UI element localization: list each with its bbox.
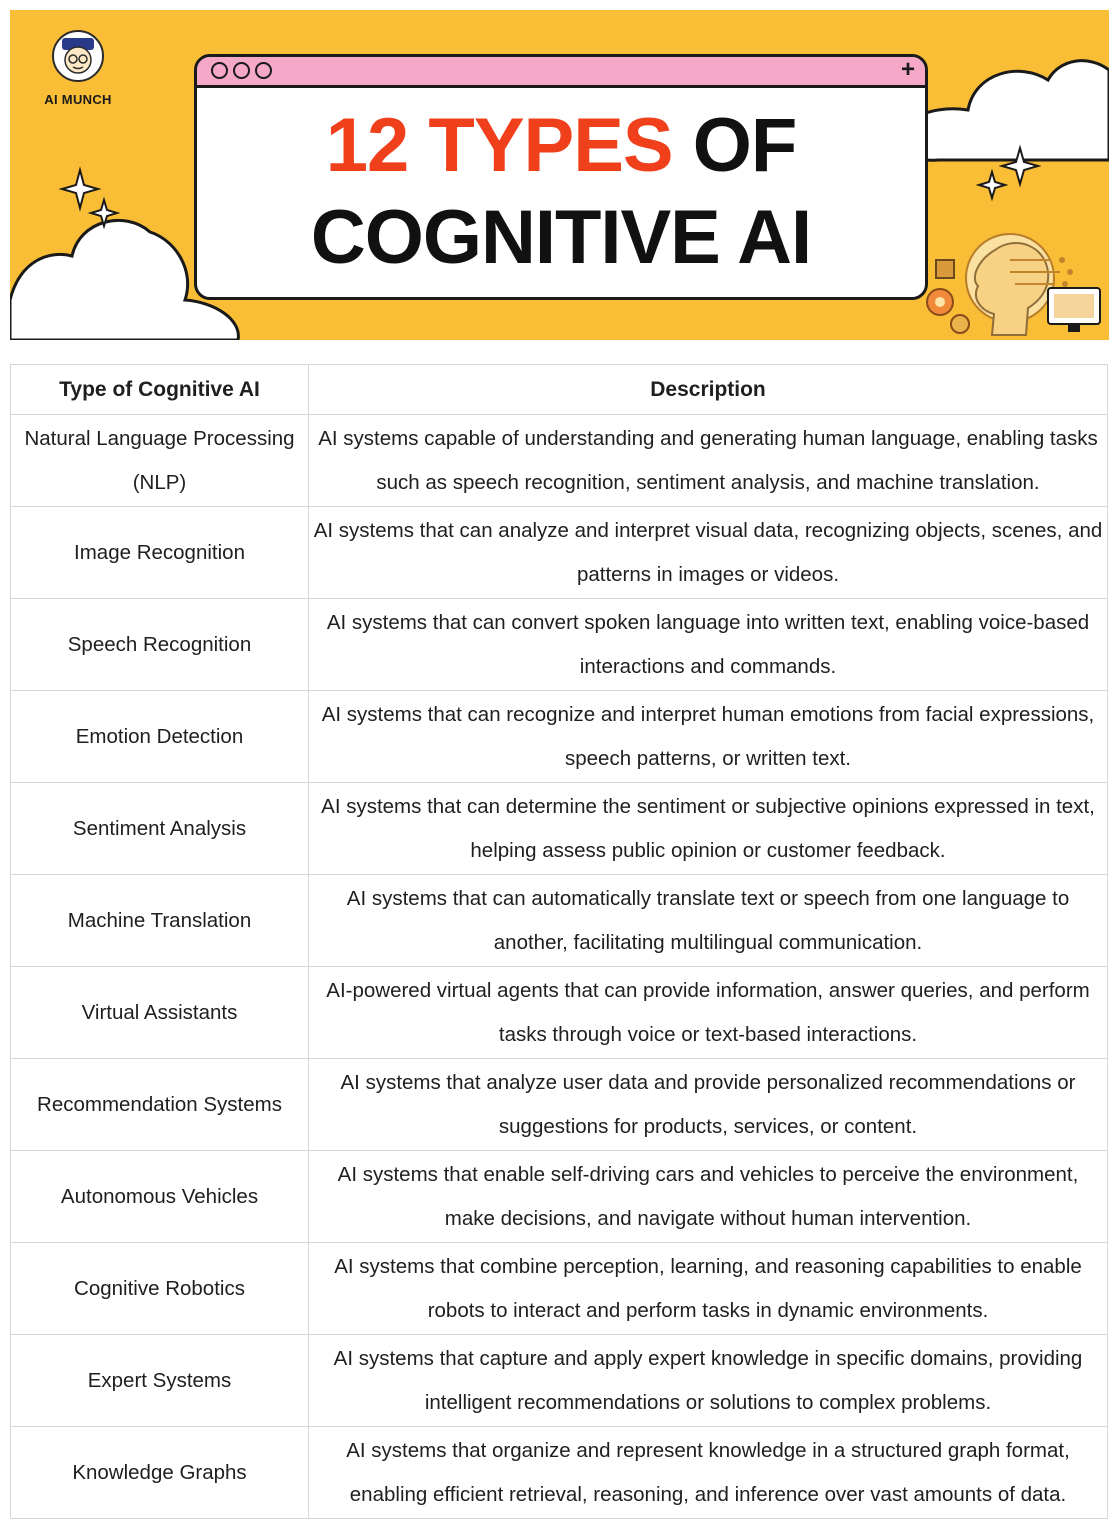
type-cell: Emotion Detection [11,691,309,783]
logo-avatar-icon [52,30,104,82]
type-cell: Sentiment Analysis [11,783,309,875]
description-cell: AI systems that can convert spoken language into written text, enabling voice-based interactions and commands. [309,599,1108,691]
chip-icon [936,260,954,278]
logo [28,30,128,107]
table-row [11,967,1108,1059]
table-row [11,875,1108,967]
table-row [11,691,1108,783]
table-header-row [11,365,1108,415]
gear-icon [927,289,969,333]
cloud-right-icon [899,61,1109,161]
table-row [11,783,1108,875]
description-cell: AI systems that can determine the sentiment or subjective opinions expressed in text, helping assess public opinion or customer feedback. [309,783,1108,875]
description-cell: AI systems that organize and represent knowledge in a structured graph format, enabling efficient retrieval, reasoning, and inference over vast amounts of data. [309,1427,1108,1519]
table-row [11,1243,1108,1335]
table-row [11,1335,1108,1427]
table-row [11,1059,1108,1151]
description-cell: AI systems capable of understanding and generating human language, enabling tasks such as speech recognition, sentiment analysis, and machine translation. [309,415,1108,507]
header-banner [10,10,1109,340]
sparkle-icon [979,172,1005,198]
table-row [11,1427,1108,1519]
description-cell: AI-powered virtual agents that can provide information, answer queries, and perform tasks through voice or text-based interactions. [309,967,1108,1059]
type-cell: Recommendation Systems [11,1059,309,1151]
table-row [11,1151,1108,1243]
description-cell: AI systems that enable self-driving cars and vehicles to perceive the environment, make decisions, and navigate without human intervention. [309,1151,1108,1243]
title-rest: OF [672,103,797,188]
header-type: Type of Cognitive AI [11,365,309,415]
sparkle-icon [62,170,98,208]
plus-icon: + [900,56,915,83]
table-row [11,415,1108,507]
type-cell: Machine Translation [11,875,309,967]
type-cell: Natural Language Processing (NLP) [11,415,309,507]
type-cell: Cognitive Robotics [11,1243,309,1335]
title-window [194,54,928,300]
description-cell: AI systems that can automatically translate text or speech from one language to another, facilitating multilingual communication. [309,875,1108,967]
monitor-icon [1048,288,1100,332]
type-cell: Expert Systems [11,1335,309,1427]
logo-text: AI MUNCH [44,92,112,107]
window-title-bar [197,57,925,88]
type-cell: Knowledge Graphs [11,1427,309,1519]
description-cell: AI systems that analyze user data and provide personalized recommendations or suggestions for products, services, or content. [309,1059,1108,1151]
description-cell: AI systems that capture and apply expert knowledge in specific domains, providing intelligent recommendations or solutions to complex problems. [309,1335,1108,1427]
description-cell: AI systems that can analyze and interpret visual data, recognizing objects, scenes, and patterns in images or videos. [309,507,1108,599]
title-accent: 12 TYPES [325,103,673,188]
header-description: Description [309,365,1108,415]
type-cell: Image Recognition [11,507,309,599]
type-cell: Virtual Assistants [11,967,309,1059]
type-cell: Autonomous Vehicles [11,1151,309,1243]
table-row [11,507,1108,599]
title-line2: COGNITIVE AI [310,195,812,280]
description-cell: AI systems that can recognize and interpret human emotions from facial expressions, speech patterns, or written text. [309,691,1108,783]
window-dot-icon [211,62,228,79]
description-cell: AI systems that combine perception, learning, and reasoning capabilities to enable robots to interact and perform tasks in dynamic environments. [309,1243,1108,1335]
table-row [11,599,1108,691]
window-dot-icon [233,62,250,79]
page-title [197,100,925,284]
window-dot-icon [255,62,272,79]
type-cell: Speech Recognition [11,599,309,691]
cognitive-ai-table [10,364,1108,1519]
